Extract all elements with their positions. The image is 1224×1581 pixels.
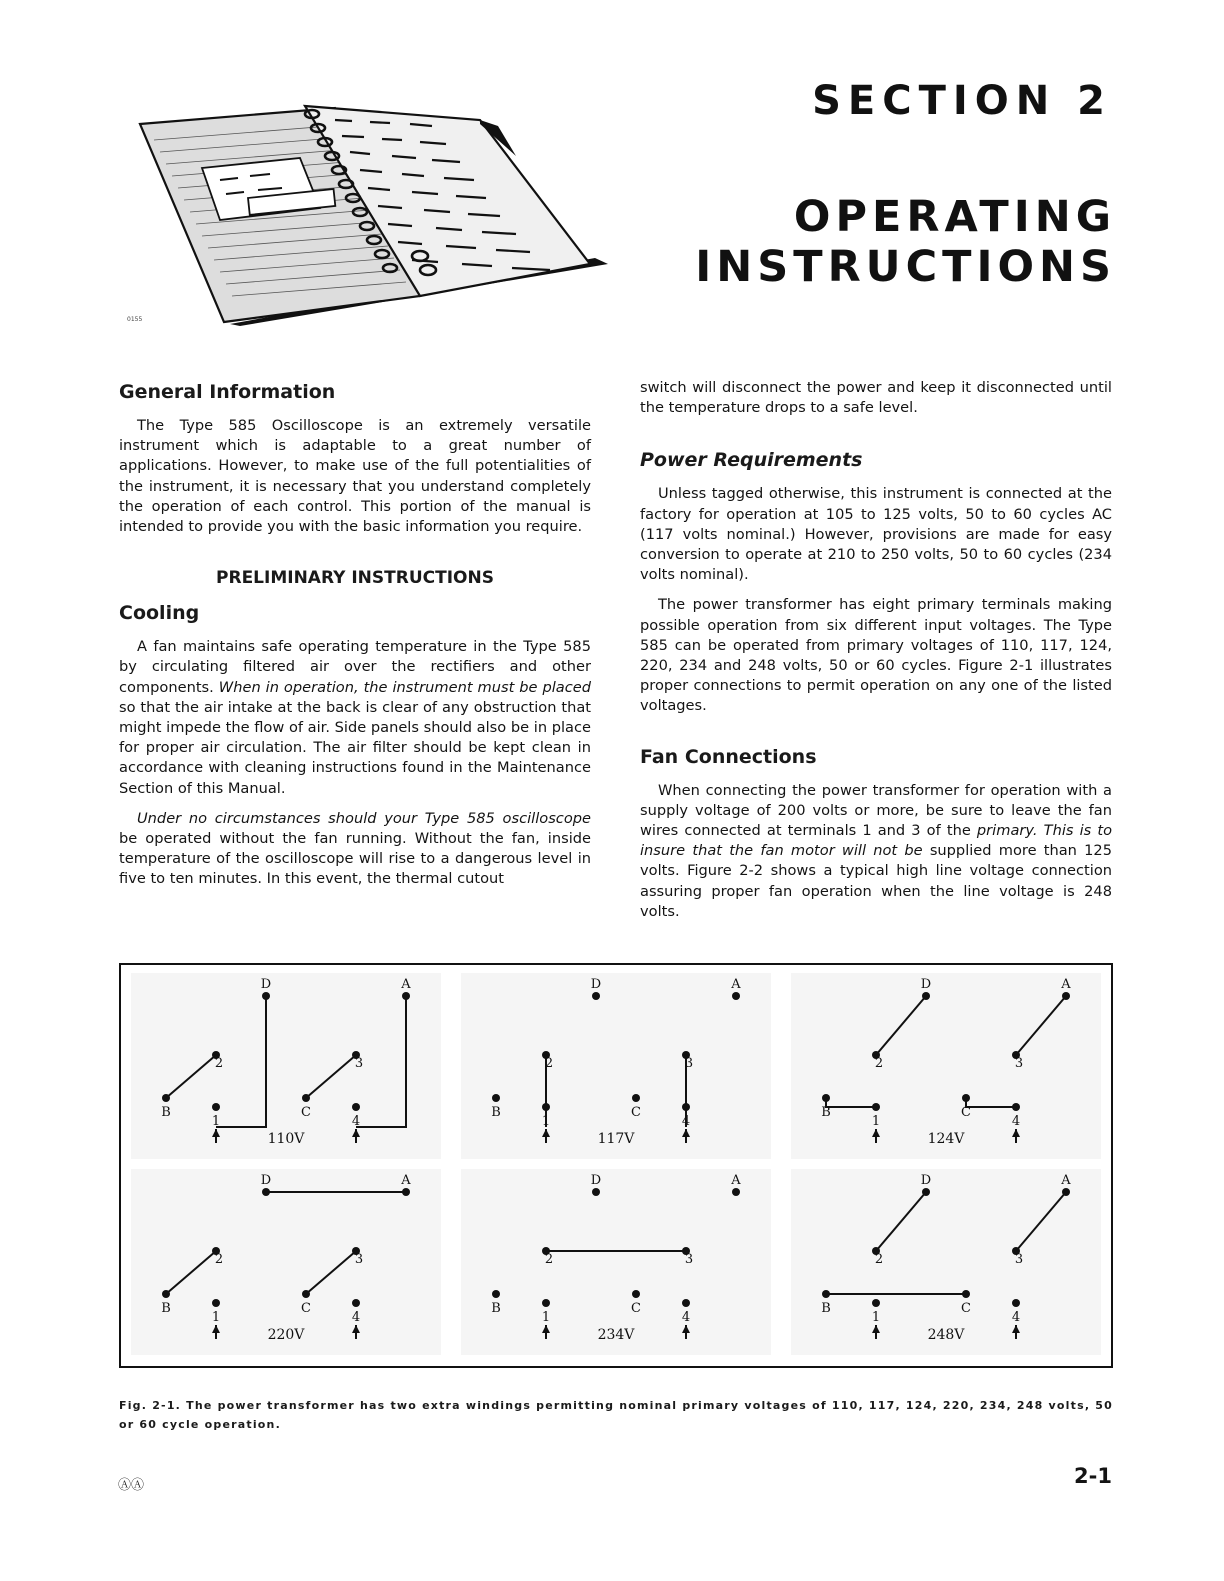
- fan-text-2: supplied more than 125 volts. Figure 2-2 shows a typical high line voltage connection assuring proper fan operation when the line voltage is 248 volts.: [640, 842, 1113, 920]
- terminal-dot: [492, 1094, 500, 1102]
- terminal-label: C: [961, 1105, 971, 1120]
- terminal-label: 2: [874, 1056, 884, 1071]
- terminal-dot: [872, 1103, 880, 1111]
- terminal-label: 1: [871, 1114, 881, 1129]
- voltage-label: 110V: [267, 1131, 305, 1147]
- terminal-label: A: [401, 1173, 411, 1188]
- continuation-paragraph: switch will disconnect the power and keep it disconnected until the temperature drops to a safe level.: [640, 379, 1112, 417]
- terminal-label: B: [161, 1301, 171, 1316]
- terminal-label: C: [631, 1105, 641, 1120]
- terminal-dot: [1012, 1103, 1020, 1111]
- chapter-title-line-1: OPERATING: [793, 192, 1116, 242]
- terminal-label: D: [590, 1173, 602, 1188]
- terminal-label: B: [821, 1301, 831, 1316]
- power-paragraph-1: Unless tagged otherwise, this instrument is connected at the factory for operation at 105 to 125 volts, 50 to 60 cycles AC (117 volts nominal.) However, provisions are made for easy conversion to operate at 210 to 250 volts, 50 to 60 cycles (234 volts nominal).: [640, 485, 1112, 584]
- terminal-dot: [632, 1094, 640, 1102]
- right-column: [640, 378, 1112, 922]
- fan-connections-heading: Fan Connections: [640, 745, 817, 768]
- voltage-label: 248V: [927, 1327, 965, 1343]
- terminal-label: A: [731, 977, 741, 992]
- warning-text-italic: Under no circumstances should your Type 585 oscilloscope: [137, 809, 591, 827]
- voltage-label: 220V: [267, 1327, 305, 1343]
- terminal-dot: [302, 1094, 310, 1102]
- terminal-label: D: [260, 977, 272, 992]
- terminal-label: C: [961, 1301, 971, 1316]
- terminal-label: C: [301, 1105, 311, 1120]
- terminal-dot: [732, 992, 740, 1000]
- general-information-paragraph: The Type 585 Oscilloscope is an extremely versatile instrument which is adaptable to a great number of applications. However, to make use of the full potentialities of the instrument, it is necessary that you understand completely the operation of each control. This portion of the manual is intended to provide you with the basic information you require.: [119, 417, 591, 536]
- terminal-label: B: [491, 1105, 501, 1120]
- terminal-label: 3: [354, 1252, 364, 1267]
- terminal-dot: [212, 1299, 220, 1307]
- terminal-label: A: [1061, 977, 1071, 992]
- terminal-label: 1: [871, 1310, 881, 1325]
- terminal-dot: [872, 1299, 880, 1307]
- terminal-dot: [592, 992, 600, 1000]
- preliminary-instructions-heading: PRELIMINARY INSTRUCTIONS: [216, 568, 494, 589]
- terminal-label: B: [821, 1105, 831, 1120]
- terminal-dot: [922, 1188, 930, 1196]
- terminal-dot: [162, 1094, 170, 1102]
- terminal-label: 4: [351, 1310, 361, 1325]
- terminal-label: 4: [681, 1310, 691, 1325]
- chapter-title: [695, 192, 1116, 292]
- terminal-dot: [922, 992, 930, 1000]
- terminal-label: 4: [1011, 1114, 1021, 1129]
- terminal-label: 2: [214, 1056, 224, 1071]
- chapter-title-line-2: INSTRUCTIONS: [695, 242, 1116, 292]
- terminal-label: 4: [1011, 1310, 1021, 1325]
- terminal-label: 3: [1014, 1056, 1024, 1071]
- cooling-heading: Cooling: [119, 602, 200, 625]
- terminal-label: 1: [541, 1114, 551, 1129]
- terminal-dot: [1062, 992, 1070, 1000]
- terminal-label: 2: [544, 1056, 554, 1071]
- section-heading: SECTION 2: [812, 78, 1112, 124]
- terminal-label: 3: [684, 1056, 694, 1071]
- terminal-dot: [212, 1103, 220, 1111]
- terminal-label: 2: [544, 1252, 554, 1267]
- terminal-dot: [352, 1103, 360, 1111]
- terminal-label: D: [260, 1173, 272, 1188]
- cooling-text-italic: When in operation, the instrument must be placed: [218, 678, 591, 696]
- terminal-label: 3: [1014, 1252, 1024, 1267]
- terminal-dot: [352, 1299, 360, 1307]
- terminal-label: D: [590, 977, 602, 992]
- terminal-label: B: [491, 1301, 501, 1316]
- terminal-label: D: [920, 1173, 932, 1188]
- terminal-label: 4: [351, 1114, 361, 1129]
- terminal-label: 1: [541, 1310, 551, 1325]
- wiring-diagrams: [121, 965, 1111, 1366]
- figure-caption: Fig. 2-1. The power transformer has two extra windings permitting nominal primary voltages of 110, 117, 124, 220, 234, 248 volts, 50 or 60 cycle operation.: [119, 1399, 1113, 1431]
- cooling-text-1: A fan maintains safe operating temperature in the Type 585 by circulating filtered air over the rectifiers and other components.: [119, 638, 591, 696]
- cooling-text-2: so that the air intake at the back is clear of any obstruction that might impede the flow of air. Side panels should also be in place for proper air circulation. The air filter should be kept clean in accordance with cleaning instructions found in the Maintenance Section of this Manual.: [119, 698, 591, 797]
- terminal-dot: [262, 992, 270, 1000]
- terminal-label: A: [731, 1173, 741, 1188]
- fan-text-italic: primary. This is to insure that the fan motor will not be: [640, 822, 1112, 860]
- terminal-label: 1: [211, 1114, 221, 1129]
- publisher-mark: ⒶⒶ: [118, 1478, 145, 1493]
- general-information-heading: General Information: [119, 381, 336, 403]
- terminal-label: A: [401, 977, 411, 992]
- terminal-dot: [402, 1188, 410, 1196]
- terminal-dot: [162, 1290, 170, 1298]
- terminal-label: 2: [214, 1252, 224, 1267]
- plate-code: 0155: [127, 316, 143, 323]
- terminal-dot: [542, 1103, 550, 1111]
- power-paragraph-2: The power transformer has eight primary terminals making possible operation from six different input voltages. The Type 585 can be operated from primary voltages of 110, 117, 124, 220, 234 and 248 volts, 50 or 60 cycles. Figure 2-1 illustrates proper connections to permit operation on any one of the listed voltages.: [640, 596, 1112, 715]
- terminal-label: C: [301, 1301, 311, 1316]
- terminal-dot: [302, 1290, 310, 1298]
- terminal-label: C: [631, 1301, 641, 1316]
- terminal-dot: [682, 1103, 690, 1111]
- fan-text-1: When connecting the power transformer for operation with a supply voltage of 200 volts or more, be sure to leave the fan wires connected at terminals 1 and 3 of the: [640, 781, 1112, 840]
- terminal-label: B: [161, 1105, 171, 1120]
- terminal-dot: [682, 1299, 690, 1307]
- terminal-label: 4: [681, 1114, 691, 1129]
- terminal-dot: [492, 1290, 500, 1298]
- terminal-dot: [632, 1290, 640, 1298]
- voltage-label: 234V: [597, 1327, 635, 1343]
- voltage-label: 117V: [597, 1131, 635, 1147]
- terminal-dot: [262, 1188, 270, 1196]
- terminal-dot: [402, 992, 410, 1000]
- voltage-label: 124V: [927, 1131, 965, 1147]
- left-column: [119, 380, 591, 890]
- terminal-dot: [962, 1290, 970, 1298]
- terminal-label: 3: [354, 1056, 364, 1071]
- terminal-label: 3: [684, 1252, 694, 1267]
- manual-illustration-icon: [120, 96, 610, 326]
- terminal-dot: [732, 1188, 740, 1196]
- warning-text: be operated without the fan running. Without the fan, inside temperature of the oscilloscope will rise to a dangerous level in five to ten minutes. In this event, the thermal cutout: [119, 830, 591, 888]
- terminal-dot: [962, 1094, 970, 1102]
- fan-warning-paragraph: [119, 809, 591, 890]
- terminal-dot: [592, 1188, 600, 1196]
- terminal-label: 2: [874, 1252, 884, 1267]
- power-requirements-heading: Power Requirements: [640, 449, 863, 472]
- terminal-dot: [1062, 1188, 1070, 1196]
- fan-connections-paragraph: [640, 781, 1112, 922]
- terminal-dot: [542, 1299, 550, 1307]
- terminal-label: D: [920, 977, 932, 992]
- terminal-dot: [822, 1290, 830, 1298]
- terminal-dot: [1012, 1299, 1020, 1307]
- terminal-label: A: [1061, 1173, 1071, 1188]
- terminal-label: 1: [211, 1310, 221, 1325]
- terminal-dot: [822, 1094, 830, 1102]
- cooling-paragraph: [119, 637, 591, 799]
- page-number: 2-1: [1074, 1464, 1112, 1488]
- transformer-connection-figure: [119, 963, 1113, 1368]
